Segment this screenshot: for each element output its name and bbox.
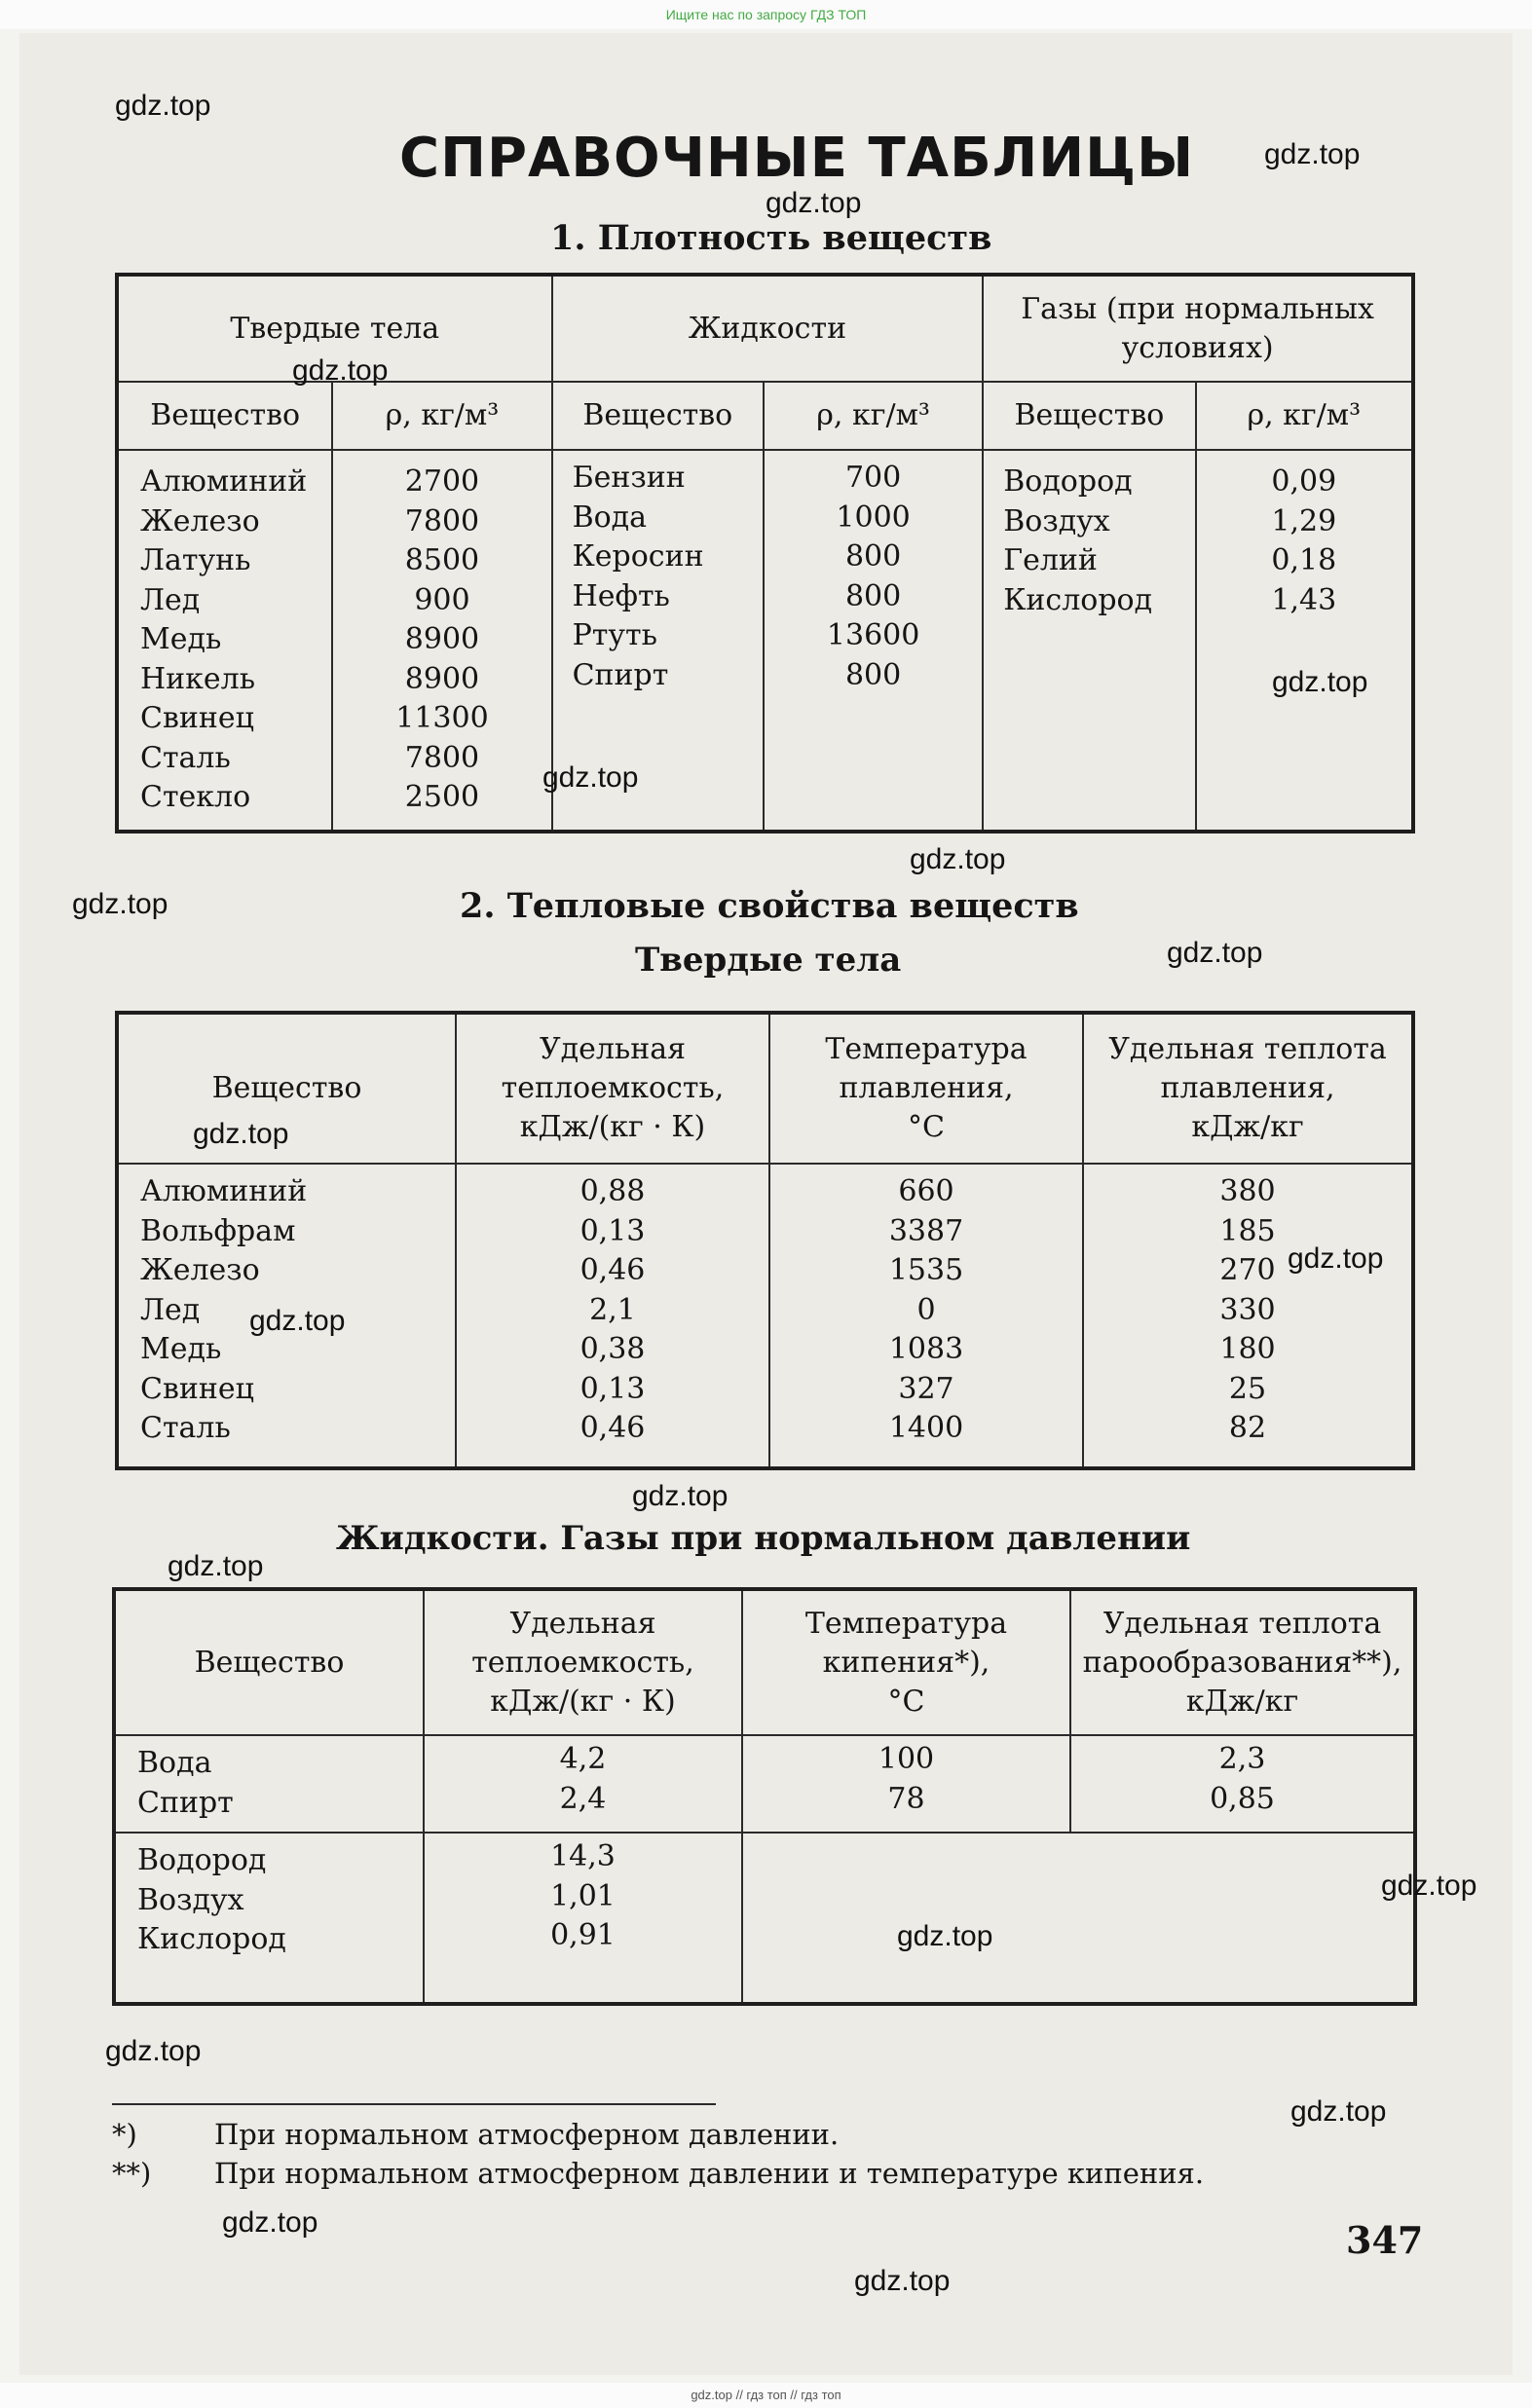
col-rho: ρ, кг/м³ xyxy=(764,382,983,450)
solids-header: Твердые тела xyxy=(117,275,552,382)
col-melting-temp: Температура плавления, °С xyxy=(769,1013,1083,1164)
liquid-names: Бензин Вода Керосин Нефть Ртуть Спирт xyxy=(572,461,704,692)
solid-names: Алюминий Железо Латунь Лед Медь Никель Свинец Сталь Стекло xyxy=(140,464,308,814)
col-substance: Вещество xyxy=(117,1013,456,1164)
liquid-vaporization-heat: 2,3 0,85 xyxy=(1210,1742,1275,1816)
col-rho: ρ, кг/м³ xyxy=(332,382,551,450)
watermark: gdz.top xyxy=(854,2265,951,2297)
watermark: gdz.top xyxy=(1167,937,1263,969)
gases-header xyxy=(983,275,1413,382)
section2-subtitle: Твердые тела xyxy=(635,941,902,980)
watermark: gdz.top xyxy=(105,2035,202,2067)
bottom-banner[interactable]: gdz.top // гдз топ // гдз топ xyxy=(0,2383,1532,2408)
thermal-solid-melting-heat: 380 185 270 330 180 25 82 xyxy=(1219,1174,1276,1445)
footnote-divider xyxy=(112,2103,716,2105)
gas-densities: 0,09 1,29 0,18 1,43 xyxy=(1271,464,1337,617)
top-banner[interactable]: Ищите нас по запросу ГДЗ ТОП xyxy=(0,0,1532,29)
section3-title: Жидкости. Газы при нормальном давлении xyxy=(336,1519,1191,1558)
footnote-mark-1: *) xyxy=(112,2118,137,2151)
watermark: gdz.top xyxy=(222,2206,318,2239)
page-title: СПРАВОЧНЫЕ ТАБЛИЦЫ xyxy=(399,127,1195,190)
footnote-mark-2: **) xyxy=(112,2157,152,2190)
gas-names: Водород Воздух Гелий Кислород xyxy=(1003,464,1153,617)
liquids-gases-table xyxy=(112,1587,1417,2006)
liquid-densities: 700 1000 800 800 13600 800 xyxy=(826,461,920,692)
col-heat-capacity: Удельная теплоемкость, кДж/(кг · К) xyxy=(456,1013,769,1164)
page-number: 347 xyxy=(1346,2218,1424,2262)
watermark: gdz.top xyxy=(249,1305,346,1337)
thermal-solid-names: Алюминий Вольфрам Железо Лед Медь Свинец Сталь xyxy=(140,1174,308,1445)
watermark: gdz.top xyxy=(168,1550,264,1582)
col-boiling-temp: Температура кипения*), °С xyxy=(742,1589,1070,1735)
liquids-header: Жидкости xyxy=(552,275,984,382)
watermark: gdz.top xyxy=(72,888,168,920)
watermark: gdz.top xyxy=(1264,138,1361,170)
watermark: gdz.top xyxy=(292,354,389,387)
footnote-text-2: При нормальном атмосферном давлении и температуре кипения. xyxy=(214,2157,1205,2190)
col-vaporization-heat: Удельная теплота парообразования**), кДж/кг xyxy=(1070,1589,1415,1735)
watermark: gdz.top xyxy=(1272,666,1368,698)
solid-densities: 2700 7800 8500 900 8900 8900 11300 7800 2500 xyxy=(395,464,489,814)
watermark: gdz.top xyxy=(897,1920,993,1952)
watermark: gdz.top xyxy=(542,761,639,794)
watermark: gdz.top xyxy=(115,90,211,122)
solids-thermal-table xyxy=(115,1011,1415,1470)
thermal-solid-melting-temp: 660 3387 1535 0 1083 327 1400 xyxy=(888,1174,964,1445)
col-substance: Вещество xyxy=(114,1589,424,1735)
watermark: gdz.top xyxy=(1381,1870,1477,1902)
gas-names: Водород Воздух Кислород xyxy=(137,1843,286,1956)
page xyxy=(19,33,1513,2375)
liquid-heat-capacity: 4,2 2,4 xyxy=(559,1742,607,1816)
col-substance: Вещество xyxy=(117,382,332,450)
gas-heat-capacity: 14,3 1,01 0,91 xyxy=(550,1839,616,1952)
gases-header-line1: Газы (при нормальных xyxy=(1021,291,1374,326)
watermark: gdz.top xyxy=(910,843,1006,875)
section2-title: 2. Тепловые свойства веществ xyxy=(460,886,1079,926)
liquid-names: Вода Спирт xyxy=(137,1746,234,1820)
col-melting-heat: Удельная теплота плавления, кДж/кг xyxy=(1083,1013,1413,1164)
col-substance: Вещество xyxy=(983,382,1195,450)
watermark: gdz.top xyxy=(193,1118,289,1150)
watermark: gdz.top xyxy=(632,1480,729,1512)
empty-cell xyxy=(742,1833,1415,2004)
watermark: gdz.top xyxy=(1290,2095,1387,2128)
col-heat-capacity: Удельная теплоемкость, кДж/(кг · К) xyxy=(424,1589,742,1735)
section1-title: 1. Плотность веществ xyxy=(550,218,992,258)
thermal-solid-heat-capacity: 0,88 0,13 0,46 2,1 0,38 0,13 0,46 xyxy=(579,1174,646,1445)
watermark: gdz.top xyxy=(766,187,862,219)
footnote-text-1: При нормальном атмосферном давлении. xyxy=(214,2118,840,2151)
liquid-boiling-temp: 100 78 xyxy=(878,1742,935,1816)
col-substance: Вещество xyxy=(552,382,764,450)
watermark: gdz.top xyxy=(1288,1242,1384,1275)
gases-header-line2: условиях) xyxy=(1121,330,1274,365)
col-rho: ρ, кг/м³ xyxy=(1196,382,1413,450)
